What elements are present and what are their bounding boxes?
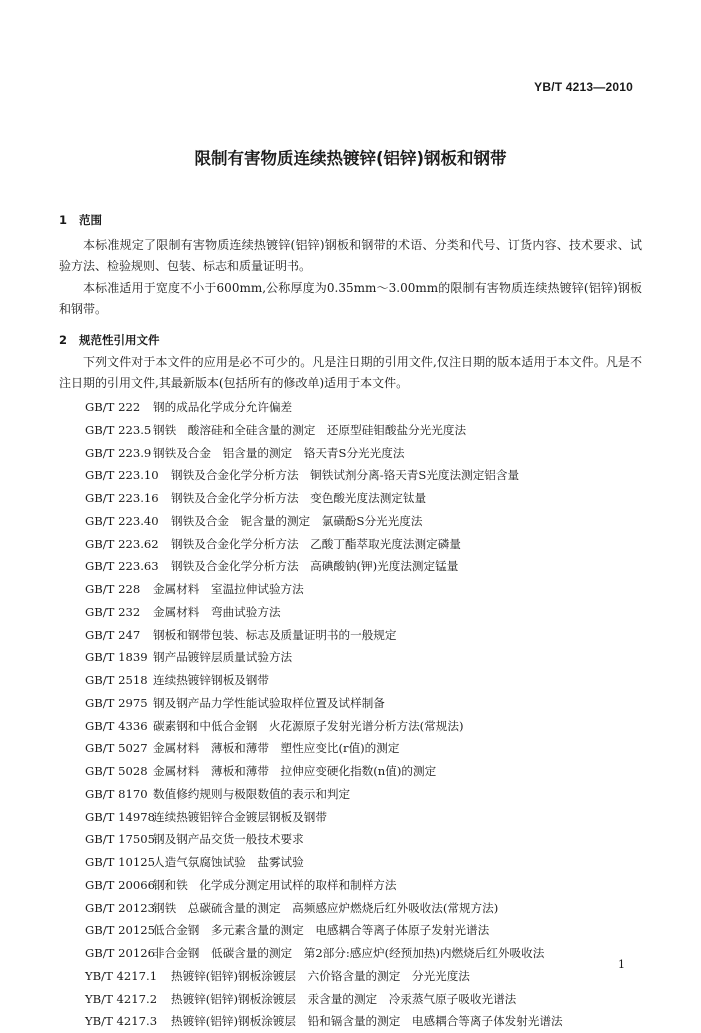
reference-code: GB/T 10125 — [85, 855, 155, 869]
reference-item — [85, 646, 645, 669]
reference-title: 金属材料 薄板和薄带 塑性应变比(r值)的测定 — [153, 741, 400, 756]
reference-item — [85, 897, 645, 920]
reference-item — [85, 965, 645, 988]
reference-code: GB/T 223.16 — [85, 491, 159, 505]
reference-code: GB/T 8170 — [85, 786, 148, 801]
reference-code: GB/T 20066 — [85, 877, 155, 892]
reference-item — [85, 715, 645, 738]
reference-title: 钢的成品化学成分允许偏差 — [153, 400, 293, 414]
reference-item — [85, 487, 645, 510]
reference-title: 金属材料 薄板和薄带 拉伸应变硬化指数(n值)的测定 — [153, 764, 437, 778]
reference-item — [85, 396, 645, 419]
reference-title: 钢铁及合金化学分析方法 乙酸丁酯萃取光度法测定磷量 — [171, 536, 461, 551]
reference-code: GB/T 14978 — [85, 809, 155, 824]
reference-code: GB/T 20125 — [85, 923, 155, 938]
reference-item — [85, 533, 645, 556]
reference-code: GB/T 232 — [85, 604, 141, 619]
reference-code: GB/T 223.40 — [85, 513, 159, 528]
reference-title: 热镀锌(铝锌)钢板涂镀层 汞含量的测定 冷汞蒸气原子吸收光谱法 — [171, 991, 517, 1006]
reference-item — [85, 874, 645, 897]
reference-item — [85, 601, 645, 624]
reference-code: GB/T 247 — [85, 627, 141, 642]
section-1-heading — [59, 212, 102, 228]
reference-code: GB/T 223.62 — [85, 536, 159, 551]
reference-item — [85, 783, 645, 806]
reference-title: 钢铁 酸溶硅和全硅含量的测定 还原型硅钼酸盐分光光度法 — [153, 422, 467, 437]
reference-title: 金属材料 室温拉伸试验方法 — [153, 582, 304, 596]
section-number: 1 — [59, 213, 68, 227]
reference-title: 碳素钢和中低合金钢 火花源原子发射光谱分析方法(常规法) — [153, 718, 464, 733]
reference-title: 连续热镀锌钢板及钢带 — [153, 673, 269, 687]
reference-item — [85, 464, 645, 487]
reference-code: YB/T 4217.2 — [85, 991, 158, 1006]
section-2-heading — [59, 332, 160, 348]
paragraph: 下列文件对于本文件的应用是必不可少的。凡是注日期的引用文件,仅注日期的版本适用于本文件。凡是不注日期的引用文件,其最新版本(包括所有的修改单)适用于本文件。 — [59, 355, 642, 390]
reference-item — [85, 578, 645, 601]
page-number: 1 — [618, 958, 625, 971]
reference-item — [85, 624, 645, 647]
reference-title: 钢铁及合金化学分析方法 高碘酸钠(钾)光度法测定锰量 — [171, 559, 459, 574]
reference-title: 连续热镀铝锌合金镀层钢板及钢带 — [153, 809, 327, 824]
reference-item — [85, 919, 645, 942]
reference-code: GB/T 223.9 — [85, 445, 152, 460]
reference-code: GB/T 20126 — [85, 946, 155, 960]
reference-item — [85, 669, 645, 692]
reference-title: 钢铁及合金 铌含量的测定 氯磺酚S分光光度法 — [171, 513, 423, 528]
reference-code: GB/T 2975 — [85, 695, 148, 710]
reference-title: 钢和铁 化学成分测定用试样的取样和制样方法 — [153, 877, 397, 892]
reference-title: 钢铁 总碳硫含量的测定 高频感应炉燃烧后红外吸收法(常规方法) — [153, 900, 499, 915]
reference-item — [85, 806, 645, 829]
reference-title: 金属材料 弯曲试验方法 — [153, 604, 281, 619]
reference-code: GB/T 223.10 — [85, 468, 159, 483]
reference-item — [85, 942, 645, 965]
reference-code: YB/T 4217.1 — [85, 968, 158, 983]
reference-title: 钢及钢产品交货一般技术要求 — [153, 832, 304, 847]
reference-item — [85, 510, 645, 533]
reference-code: GB/T 223.63 — [85, 559, 159, 574]
reference-title: 钢板和钢带包装、标志及质量证明书的一般规定 — [153, 627, 397, 642]
reference-code: GB/T 4336 — [85, 718, 148, 733]
reference-code: YB/T 4217.3 — [85, 1014, 158, 1029]
reference-code: GB/T 223.5 — [85, 422, 152, 437]
section-title: 规范性引用文件 — [79, 333, 160, 347]
reference-code: GB/T 5027 — [85, 741, 148, 756]
reference-item — [85, 828, 645, 851]
reference-item — [85, 442, 645, 465]
reference-title: 热镀锌(铝锌)钢板涂镀层 六价铬含量的测定 分光光度法 — [171, 968, 470, 983]
reference-item — [85, 988, 645, 1011]
reference-item — [85, 555, 645, 578]
reference-title: 人造气氛腐蚀试验 盐雾试验 — [153, 855, 304, 869]
reference-code: GB/T 228 — [85, 582, 141, 596]
reference-item — [85, 737, 645, 760]
reference-item — [85, 419, 645, 442]
reference-title: 低合金钢 多元素含量的测定 电感耦合等离子体原子发射光谱法 — [153, 923, 490, 938]
reference-item — [85, 692, 645, 715]
reference-code: GB/T 1839 — [85, 650, 148, 665]
reference-item — [85, 851, 645, 874]
reference-code: GB/T 222 — [85, 400, 141, 414]
reference-item — [85, 760, 645, 783]
reference-title: 钢产品镀锌层质量试验方法 — [153, 650, 293, 665]
reference-title: 数值修约规则与极限数值的表示和判定 — [153, 786, 351, 801]
reference-code: GB/T 17505 — [85, 832, 155, 847]
section-title: 范围 — [79, 213, 102, 227]
reference-title: 非合金钢 低碳含量的测定 第2部分:感应炉(经预加热)内燃烧后红外吸收法 — [153, 946, 545, 960]
reference-code: GB/T 2518 — [85, 673, 148, 687]
standard-number: YB/T 4213—2010 — [534, 80, 633, 94]
reference-title: 钢铁及合金化学分析方法 变色酸光度法测定钛量 — [171, 491, 427, 505]
reference-code: GB/T 20123 — [85, 900, 155, 915]
paragraph: 本标准适用于宽度不小于600mm,公称厚度为0.35mm～3.00mm的限制有害物质连续热镀锌(铝锌)钢板和钢带。 — [59, 281, 642, 316]
reference-title: 钢铁及合金化学分析方法 铜铁试剂分离-铬天青S光度法测定铝含量 — [171, 468, 520, 483]
reference-title: 钢铁及合金 铝含量的测定 铬天青S分光光度法 — [153, 445, 405, 460]
reference-code: GB/T 5028 — [85, 764, 148, 778]
reference-title: 钢及钢产品力学性能试验取样位置及试样制备 — [153, 695, 385, 710]
reference-list — [85, 396, 645, 1033]
section-number: 2 — [59, 333, 68, 347]
reference-item — [85, 1010, 645, 1033]
paragraph: 本标准规定了限制有害物质连续热镀锌(铝锌)钢板和钢带的术语、分类和代号、订货内容、技术要求、试验方法、检验规则、包装、标志和质量证明书。 — [59, 238, 642, 273]
document-title: 限制有害物质连续热镀锌(铝锌)钢板和钢带 — [194, 149, 507, 168]
reference-title: 热镀锌(铝锌)钢板涂镀层 铅和镉含量的测定 电感耦合等离子体发射光谱法 — [171, 1014, 563, 1029]
